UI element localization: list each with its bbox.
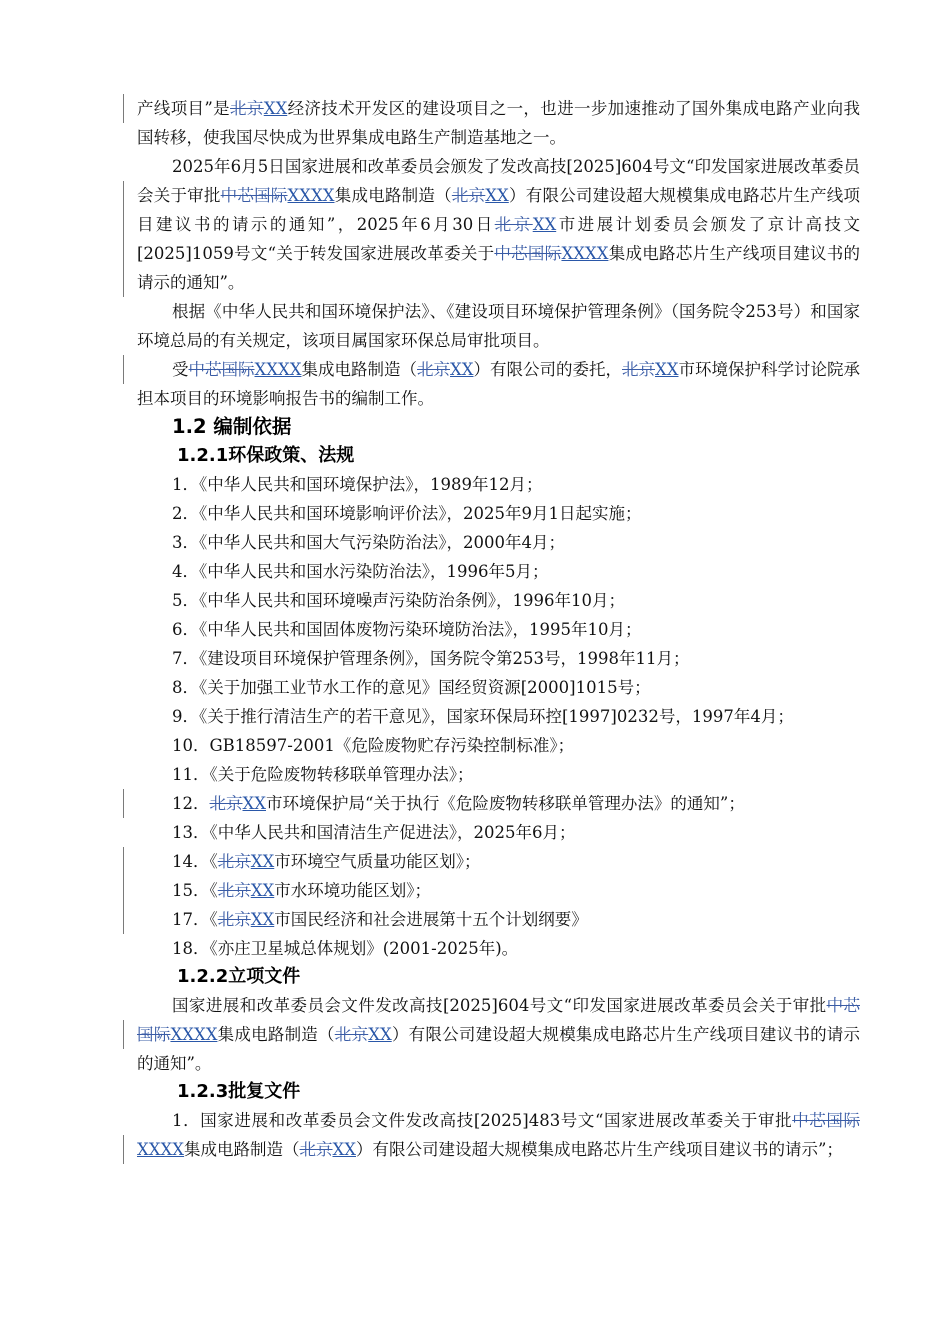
revision-bar [123, 1135, 124, 1164]
tracked-deletion: 北京 [334, 1025, 369, 1044]
paragraph-approval-notice [137, 152, 860, 297]
text-run: 根据《中华人民共和国环境保护法》、《建设项目环境保护管理条例》（国务院令253号）和国家环境总局的有关规定，该项目属国家环保总局审批项目。 [137, 302, 860, 350]
tracked-insertion: XX [263, 99, 288, 118]
text-run: 受 [172, 360, 189, 379]
text-run: 市环境空气质量功能区划》； [274, 852, 481, 871]
text-run: 市环境保护局“关于执行《危险废物转移联单管理办法》的通知”； [266, 794, 745, 813]
law-item [137, 644, 860, 673]
tracked-deletion: 北京 [299, 1140, 333, 1159]
text-run: 市水环境功能区划》； [274, 881, 431, 900]
tracked-deletion: 中芯国际 [220, 186, 288, 205]
tracked-insertion: XXXX [287, 186, 335, 205]
tracked-insertion: XXXX [137, 1140, 184, 1159]
text-run: 集成电路制造（ [217, 1025, 335, 1044]
tracked-insertion: XXXX [170, 1025, 218, 1044]
text-run: 8．《关于加强工业节水工作的意见》国经贸资源[2000]1015号； [172, 678, 651, 697]
tracked-deletion: 北京 [451, 186, 486, 205]
tracked-deletion: 北京 [217, 852, 251, 871]
text-run: 11．《关于危险废物转移联单管理办法》； [172, 765, 474, 784]
section-heading-1-2: 1.2 编制依据 [172, 415, 292, 438]
revision-bar [123, 876, 124, 905]
text-run: 13．《中华人民共和国清洁生产促进法》，2025年6月； [172, 823, 576, 842]
tracked-insertion: XX [332, 1140, 356, 1159]
text-run: 2025年6月5日国家进展和改革委员会颁发了发改高技[2025]604号文“印发国家进展改革委员会关于审批 [137, 157, 860, 205]
law-item [137, 528, 860, 557]
text-run: 17．《 [172, 910, 218, 929]
text-run: 产线项目”是 [137, 99, 231, 118]
text-run: ）有限公司建设超大规模集成电路芯片生产线项目建议书的请示的通知”。 [137, 1025, 861, 1073]
tracked-insertion: XX [532, 215, 557, 234]
law-item [137, 586, 860, 615]
law-item [137, 731, 860, 760]
paragraph-commission [137, 355, 860, 413]
tracked-deletion: 北京 [622, 360, 655, 379]
revision-bar [123, 1020, 124, 1049]
tracked-insertion: XX [485, 186, 509, 205]
section-heading-1-2-1: 1.2.1环保政策、法规 [177, 445, 355, 466]
tracked-deletion: 中芯国际 [137, 996, 860, 1044]
text-run: ）有限公司建设超大规模集成电路芯片生产线项目建议书的请示”； [356, 1140, 843, 1159]
law-item [137, 818, 860, 847]
text-run: 6．《中华人民共和国固体废物污染环境防治法》，1995年10月； [172, 620, 642, 639]
text-run: 经济技术开发区的建设项目之一，也进一步加速推动了国外集成电路产业向我国转移，使我国尽快成为世界集成电路生产制造基地之一。 [137, 99, 861, 147]
law-item [137, 557, 860, 586]
text-run: 5．《中华人民共和国环境噪声污染防治条例》，1996年10月； [172, 591, 625, 610]
text-run: 集成电路制造（ [334, 186, 452, 205]
tracked-insertion: XX [250, 852, 275, 871]
text-run: 14．《 [172, 852, 218, 871]
law-item [137, 702, 860, 731]
law-item [137, 673, 860, 702]
revision-bar [123, 847, 124, 876]
tracked-insertion: XX [250, 910, 275, 929]
revision-bar [123, 355, 124, 384]
tracked-insertion: XX [450, 360, 474, 379]
tracked-deletion: 中芯国际 [494, 244, 562, 263]
paragraph-legal-basis [137, 297, 860, 355]
tracked-insertion: XX [242, 794, 266, 813]
paragraph-reply-file [137, 1106, 860, 1164]
tracked-deletion: 北京 [209, 794, 243, 813]
paragraph-project-intro [137, 94, 860, 152]
section-heading-1-2-2: 1.2.2立项文件 [177, 966, 301, 987]
tracked-insertion: XX [368, 1025, 392, 1044]
tracked-deletion: 北京 [217, 881, 251, 900]
text-run: ）有限公司的委托， [473, 360, 622, 379]
revision-bar [123, 94, 124, 123]
revision-bar [123, 789, 124, 818]
revision-bar [123, 181, 124, 297]
text-run: 15．《 [172, 881, 218, 900]
text-run: 市国民经济和社会进展第十五个计划纲要》 [274, 910, 588, 929]
text-run: 集成电路制造（ [184, 1140, 300, 1159]
text-run: ）有限公司建设超大规模集成电路芯片生产线项目建议书的请示的通知”，2025年6月30日 [137, 186, 861, 234]
text-run: 国家进展和改革委员会文件发改高技[2025]604号文“印发国家进展改革委员会关于审批 [172, 996, 827, 1015]
law-item [137, 847, 860, 876]
law-item [137, 499, 860, 528]
text-run: 3．《中华人民共和国大气污染防治法》，2000年4月； [172, 533, 565, 552]
text-run: 12． [172, 794, 210, 813]
text-run: 2．《中华人民共和国环境影响评价法》，2025年9月1日起实施； [172, 504, 642, 523]
tracked-deletion: 北京 [230, 99, 264, 118]
tracked-insertion: XX [655, 360, 679, 379]
text-run: 集成电路制造（ [301, 360, 417, 379]
paragraph-project-approval-file [137, 991, 860, 1078]
tracked-insertion: XX [250, 881, 275, 900]
law-item [137, 470, 860, 499]
text-run: 4．《中华人民共和国水污染防治法》，1996年5月； [172, 562, 549, 581]
law-item [137, 905, 860, 934]
text-run: 集成电路芯片生产线项目建议书的请示的通知”。 [137, 244, 860, 292]
law-item [137, 760, 860, 789]
law-item [137, 789, 860, 818]
text-run: 7．《建设项目环境保护管理条例》，国务院令第253号，1998年11月； [172, 649, 690, 668]
law-item [137, 615, 860, 644]
text-run: 1．《中华人民共和国环境保护法》，1989年12月； [172, 475, 543, 494]
revision-bar [123, 905, 124, 934]
text-run: 1．国家进展和改革委员会文件发改高技[2025]483号文“国家进展改革委关于审批 [172, 1111, 793, 1130]
tracked-deletion: 中芯国际 [792, 1111, 860, 1130]
text-run: 10．GB18597-2001《危险废物贮存污染控制标准》； [172, 736, 575, 755]
text-run: 9．《关于推行清洁生产的若干意见》，国家环保局环控[1997]0232号，1997年4月； [172, 707, 794, 726]
text-run: 18．《亦庄卫星城总体规划》(2001-2025年)。 [172, 939, 519, 958]
text-run: 市环境保护科学讨论院承担本项目的环境影响报告书的编制工作。 [137, 360, 860, 408]
law-item [137, 934, 860, 963]
tracked-deletion: 中芯国际 [188, 360, 255, 379]
law-item [137, 876, 860, 905]
tracked-deletion: 北京 [417, 360, 450, 379]
tracked-insertion: XXXX [254, 360, 302, 379]
tracked-insertion: XXXX [561, 244, 609, 263]
laws-list [137, 470, 860, 963]
tracked-deletion: 北京 [494, 215, 533, 234]
tracked-deletion: 北京 [217, 910, 251, 929]
text-run: 市进展计划委员会颁发了京计高技文[2025]1059号文“关于转发国家进展改革委关于 [137, 215, 861, 263]
section-heading-1-2-3: 1.2.3批复文件 [177, 1081, 301, 1102]
document-body [137, 94, 860, 1164]
